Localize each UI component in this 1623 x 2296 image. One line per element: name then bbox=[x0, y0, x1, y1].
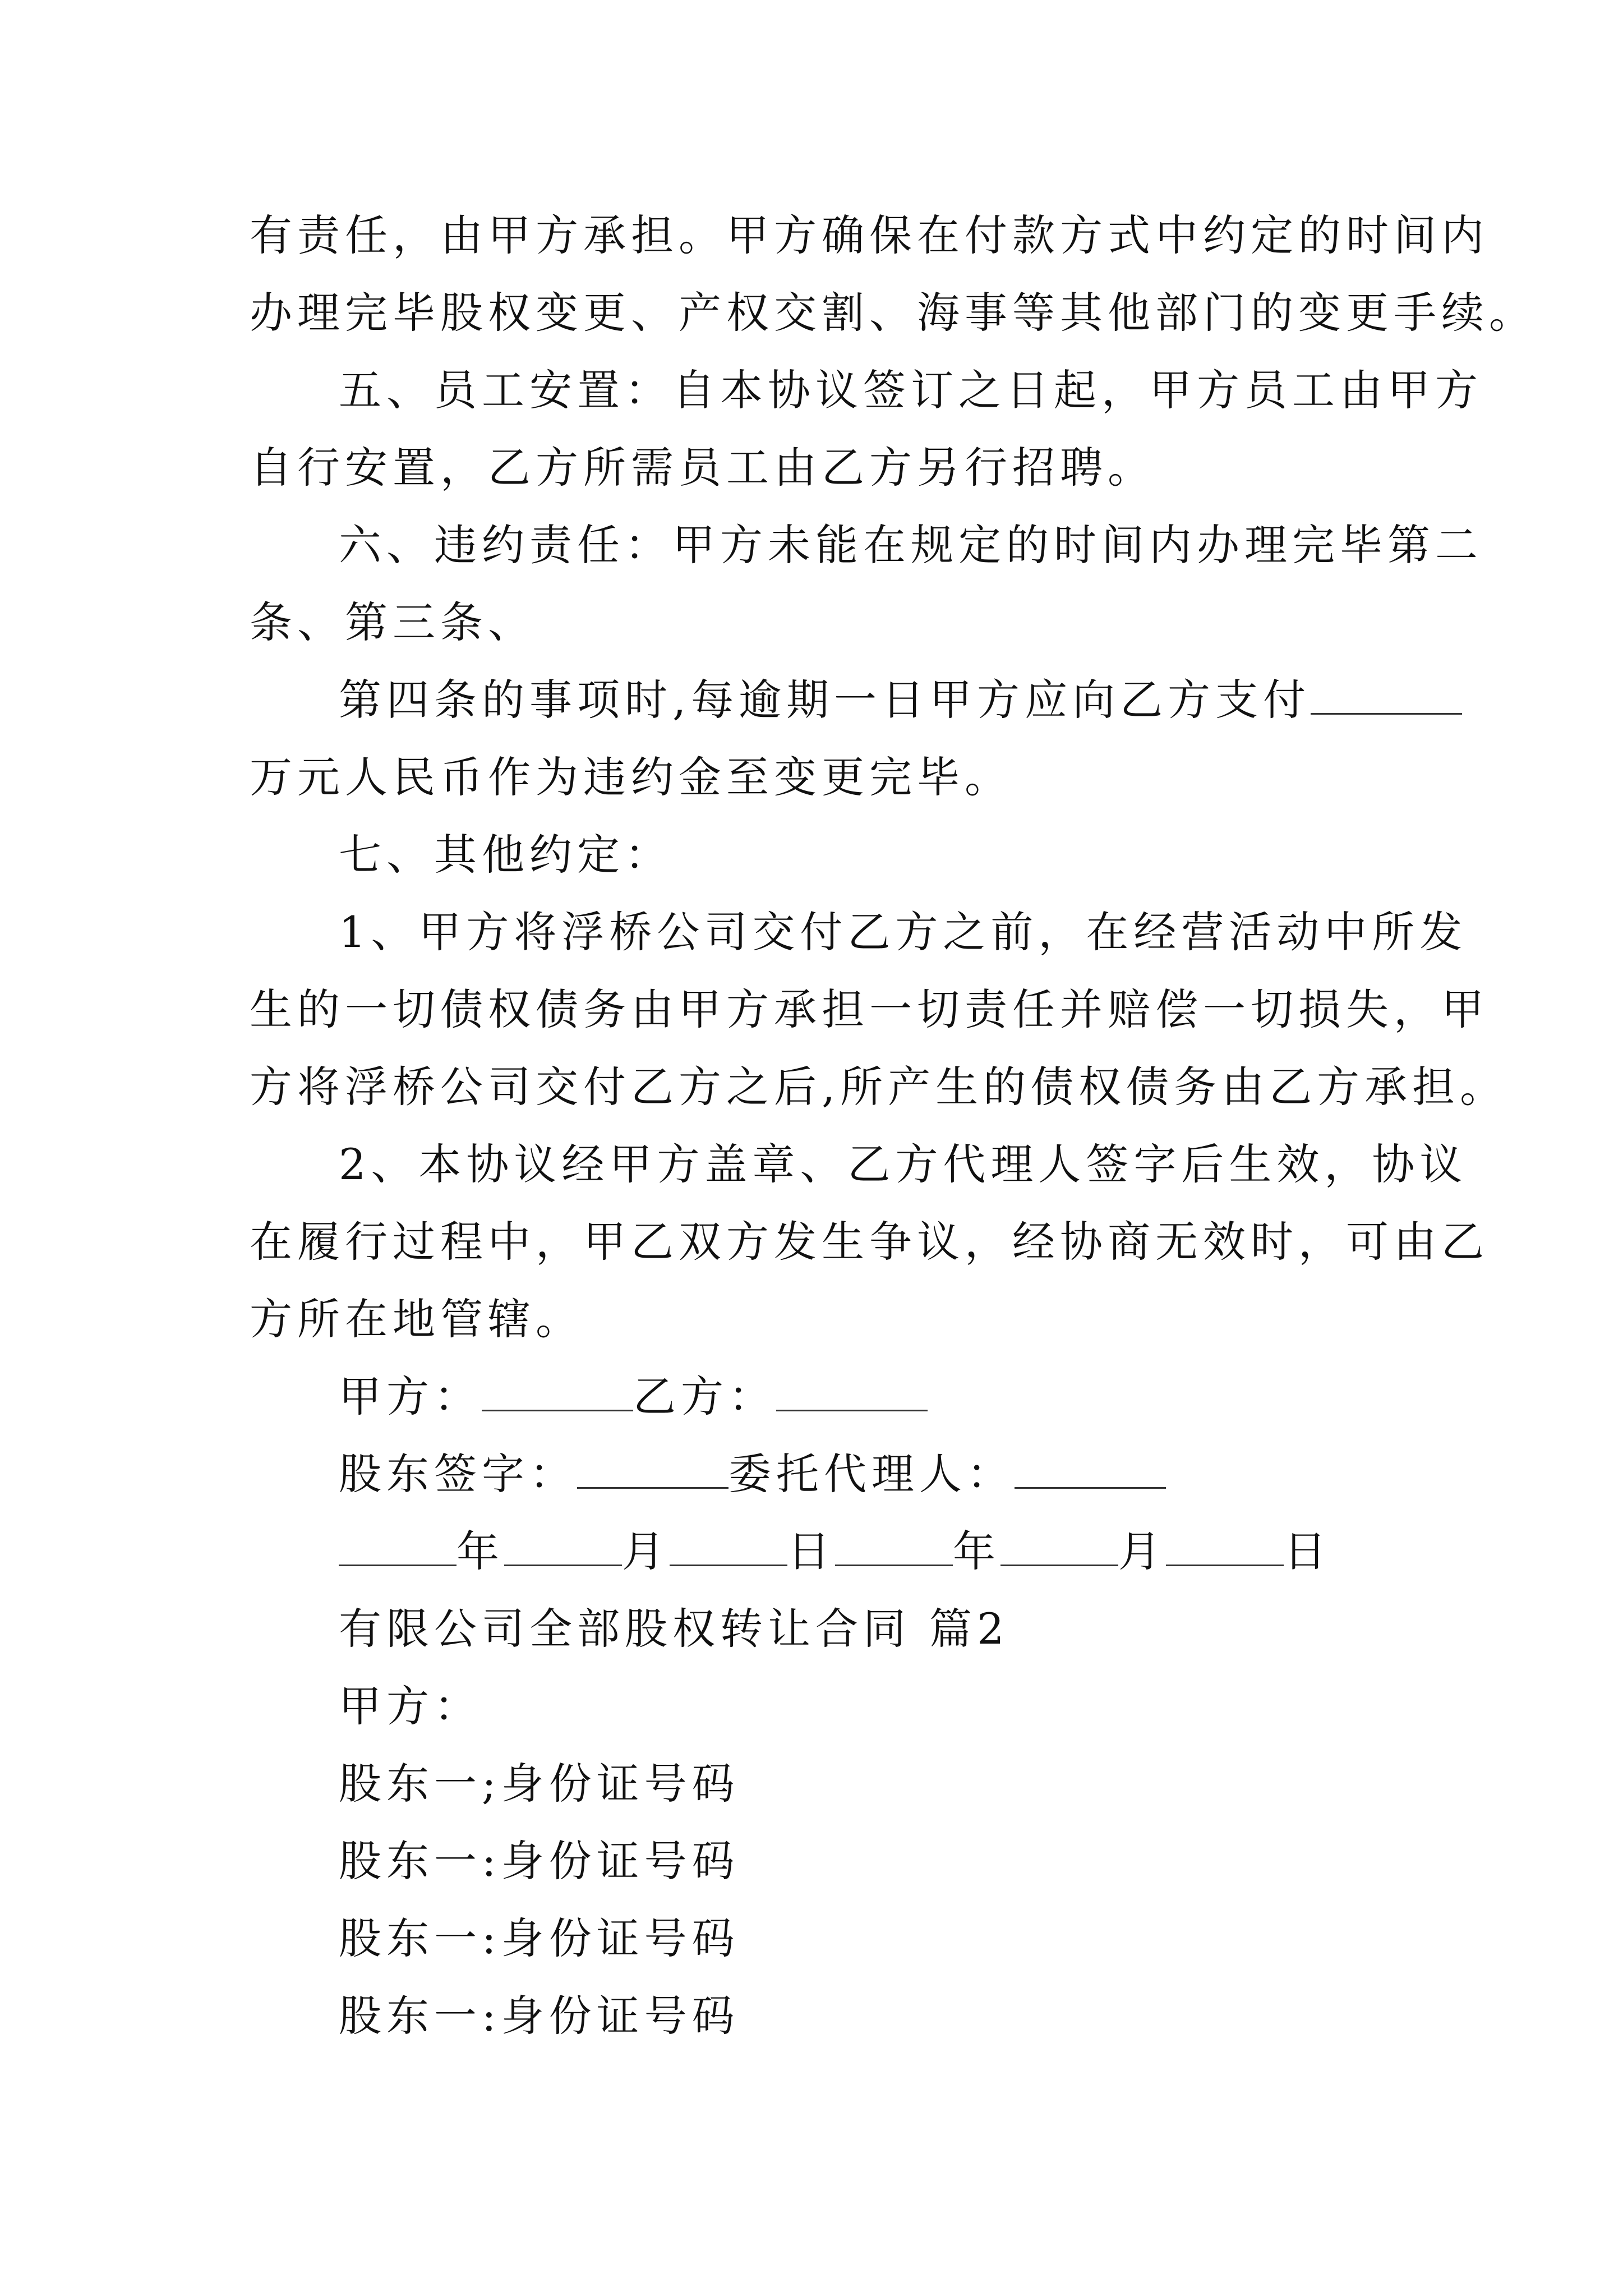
party-a-heading: 甲方： bbox=[339, 1681, 482, 1731]
clause-seven-item-1: 1、甲方将浮桥公司交付乙方之前，在经营活动中所发 bbox=[339, 907, 1468, 957]
month-label: 月 bbox=[622, 1526, 670, 1576]
year-blank bbox=[835, 1525, 953, 1566]
shareholder-sign-blank bbox=[577, 1448, 728, 1489]
penalty-text: 第四条的事项时,每逾期一日甲方应向乙方支付 bbox=[339, 675, 1311, 725]
clause-seven-heading: 七、其他约定： bbox=[339, 830, 672, 880]
day-blank bbox=[670, 1525, 787, 1566]
month-blank bbox=[1000, 1525, 1118, 1566]
party-b-blank bbox=[776, 1370, 928, 1411]
clause-five-line: 五、员工安置：自本协议签订之日起，甲方员工由甲方 bbox=[339, 365, 1483, 415]
month-blank bbox=[504, 1525, 622, 1566]
party-a-blank bbox=[482, 1370, 633, 1411]
paragraph-line: 办理完毕股权变更、产权交割、海事等其他部门的变更手续。 bbox=[250, 288, 1537, 338]
paragraph-line: 方将浮桥公司交付乙方之后,所产生的债权债务由乙方承担。 bbox=[250, 1062, 1508, 1112]
year-label: 年 bbox=[457, 1526, 504, 1576]
paragraph-line: 万元人民币作为违约金至变更完毕。 bbox=[250, 752, 1012, 802]
party-b-label: 乙方： bbox=[633, 1372, 776, 1421]
shareholder-line: 股东一:身份证号码 bbox=[339, 1991, 740, 2041]
paragraph-line: 条、第三条、 bbox=[250, 597, 536, 647]
shareholder-line: 股东一:身份证号码 bbox=[339, 1913, 740, 1963]
paragraph-line: 在履行过程中，甲乙双方发生争议，经协商无效时，可由乙 bbox=[250, 1217, 1489, 1267]
shareholder-line: 股东一:身份证号码 bbox=[339, 1836, 740, 1886]
clause-six-line: 六、违约责任：甲方未能在规定的时间内办理完毕第二 bbox=[339, 520, 1483, 570]
clause-seven-item-2: 2、本协议经甲方盖章、乙方代理人签字后生效，协议 bbox=[339, 1139, 1468, 1189]
day-label: 日 bbox=[787, 1526, 835, 1576]
agent-label: 委托代理人： bbox=[728, 1449, 1015, 1499]
paragraph-line: 有责任，由甲方承担。甲方确保在付款方式中约定的时间内 bbox=[250, 210, 1489, 260]
paragraph-line: 生的一切债权债务由甲方承担一切责任并赔偿一切损失，甲 bbox=[250, 984, 1489, 1034]
party-signature-line bbox=[339, 1369, 928, 1425]
shareholder-sign-label: 股东签字： bbox=[339, 1449, 577, 1499]
month-label: 月 bbox=[1118, 1526, 1166, 1576]
penalty-amount-blank bbox=[1311, 674, 1462, 715]
year-blank bbox=[339, 1525, 457, 1566]
paragraph-line: 自行安置，乙方所需员工由乙方另行招聘。 bbox=[250, 443, 1155, 493]
shareholder-line: 股东一;身份证号码 bbox=[339, 1759, 740, 1809]
year-label: 年 bbox=[953, 1526, 1000, 1576]
party-a-label: 甲方： bbox=[339, 1372, 482, 1421]
date-line bbox=[339, 1524, 1331, 1580]
penalty-line bbox=[339, 672, 1462, 728]
shareholder-signature-line bbox=[339, 1446, 1166, 1502]
day-label: 日 bbox=[1284, 1526, 1331, 1576]
day-blank bbox=[1166, 1525, 1284, 1566]
paragraph-line: 方所在地管辖。 bbox=[250, 1294, 583, 1344]
agent-blank bbox=[1015, 1448, 1166, 1489]
section-title: 有限公司全部股权转让合同 篇2 bbox=[339, 1604, 1009, 1654]
